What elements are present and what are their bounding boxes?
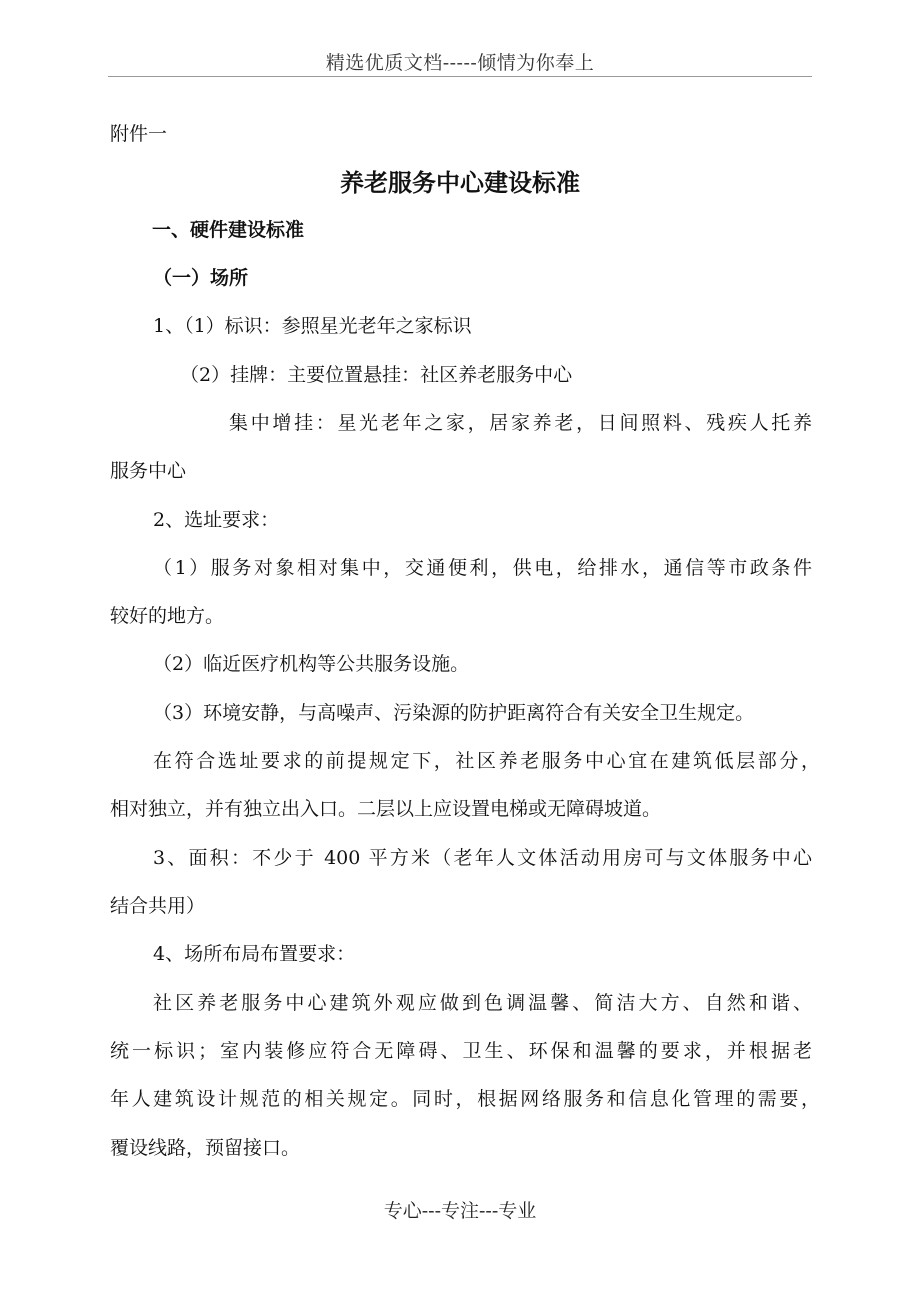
page-header: 精选优质文档-----倾情为你奉上 <box>325 52 595 74</box>
item-4-paragraph-line-3: 年人建筑设计规范的相关规定。同时，根据网络服务和信息化管理的需要， <box>110 1088 820 1110</box>
header-divider <box>108 76 812 77</box>
item-1-additional-plaques: 集中增挂：星光老年之家，居家养老，日间照料、残疾人托养 <box>229 412 812 434</box>
section-heading-hardware: 一、硬件建设标准 <box>152 219 305 241</box>
item-2-heading: 2、选址要求： <box>153 509 280 531</box>
item-4-paragraph-line-2: 统一标识；室内装修应符合无障碍、卫生、环保和温馨的要求，并根据老 <box>110 1040 812 1062</box>
item-2-condition-2: （2）临近医疗机构等公共服务设施。 <box>153 653 470 675</box>
item-2-note-cont: 相对独立，并有独立出入口。二层以上应设置电梯或无障碍坡道。 <box>110 798 662 820</box>
item-2-condition-1-cont: 较好的地方。 <box>110 605 225 627</box>
item-2-condition-1: （1）服务对象相对集中，交通便利，供电，给排水，通信等市政条件 <box>153 557 812 579</box>
item-4-paragraph-line-4: 覆设线路，预留接口。 <box>110 1137 301 1159</box>
item-2-note: 在符合选址要求的前提规定下，社区养老服务中心宜在建筑低层部分， <box>153 750 820 772</box>
subsection-heading-venue: （一）场所 <box>153 267 249 289</box>
item-4-paragraph-line-1: 社区养老服务中心建筑外观应做到色调温馨、简洁大方、自然和谐、 <box>153 992 812 1014</box>
item-1-plaque: （2）挂牌：主要位置悬挂：社区养老服务中心 <box>180 364 573 386</box>
item-1-signage: 1、（1）标识：参照星光老年之家标识 <box>153 315 472 337</box>
item-3-area-cont: 结合共用） <box>110 895 206 917</box>
item-4-heading: 4、场所布局布置要求： <box>153 943 356 965</box>
item-1-additional-plaques-cont: 服务中心 <box>110 460 187 482</box>
item-3-area: 3、面积：不少于 400 平方米（老年人文体活动用房可与文体服务中心 <box>153 847 812 869</box>
attachment-label: 附件一 <box>110 123 168 145</box>
page-footer: 专心---专注---专业 <box>383 1200 537 1222</box>
item-2-condition-3: （3）环境安静，与高噪声、污染源的防护距离符合有关安全卫生规定。 <box>153 702 755 724</box>
document-title: 养老服务中心建设标准 <box>340 169 580 197</box>
